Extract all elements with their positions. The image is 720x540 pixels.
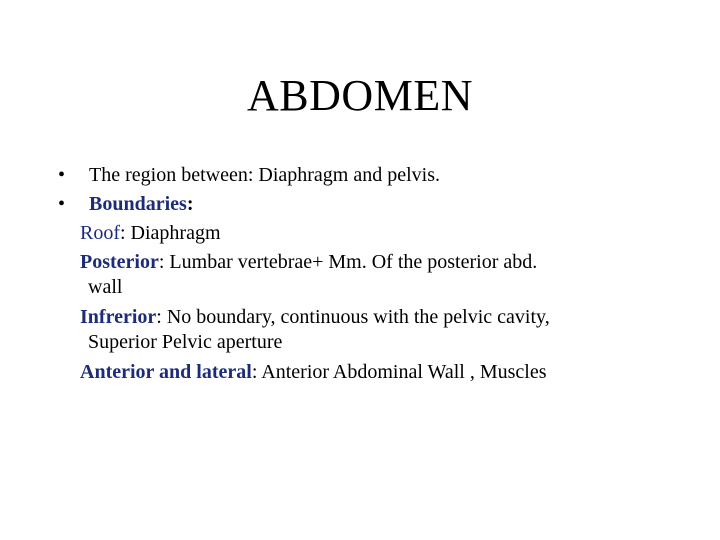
bullet-item-boundaries [56,190,696,219]
boundary-anterior-lateral-term: Anterior and lateral [80,361,252,383]
bullet-item-region [56,161,696,190]
boundary-roof [80,219,696,248]
boundary-roof-text: : Diaphragm [120,222,221,244]
boundary-roof-term: Roof [80,222,120,244]
boundaries-colon: : [186,193,194,215]
bullet-text-region: The region between: Diaphragm and pelvis. [89,164,440,186]
boundaries-label: Boundaries [89,193,187,215]
bullet-icon: • [58,193,66,215]
bullet-icon: • [58,164,66,186]
boundary-inferior-term: Infrerior [80,306,157,328]
boundary-posterior-term: Posterior [80,251,159,273]
slide-title: ABDOMEN [247,71,473,120]
boundary-inferior-text: : No boundary, continuous with the pelvic cavity, [156,306,550,328]
boundary-inferior [80,303,696,352]
boundary-anterior-lateral [80,358,696,387]
boundary-inferior-continuation: Superior Pelvic aperture [88,331,283,353]
boundary-anterior-lateral-text: : Anterior Abdominal Wall , Muscles [251,361,547,383]
boundary-posterior-continuation: wall [88,276,123,298]
boundary-posterior-line [80,248,696,277]
boundary-inferior-line [80,303,696,332]
bullet-list [56,161,696,387]
boundaries-list [56,219,696,387]
boundary-posterior [80,248,696,297]
boundary-posterior-text: : Lumbar vertebrae+ Mm. Of the posterior abd. [158,251,538,273]
